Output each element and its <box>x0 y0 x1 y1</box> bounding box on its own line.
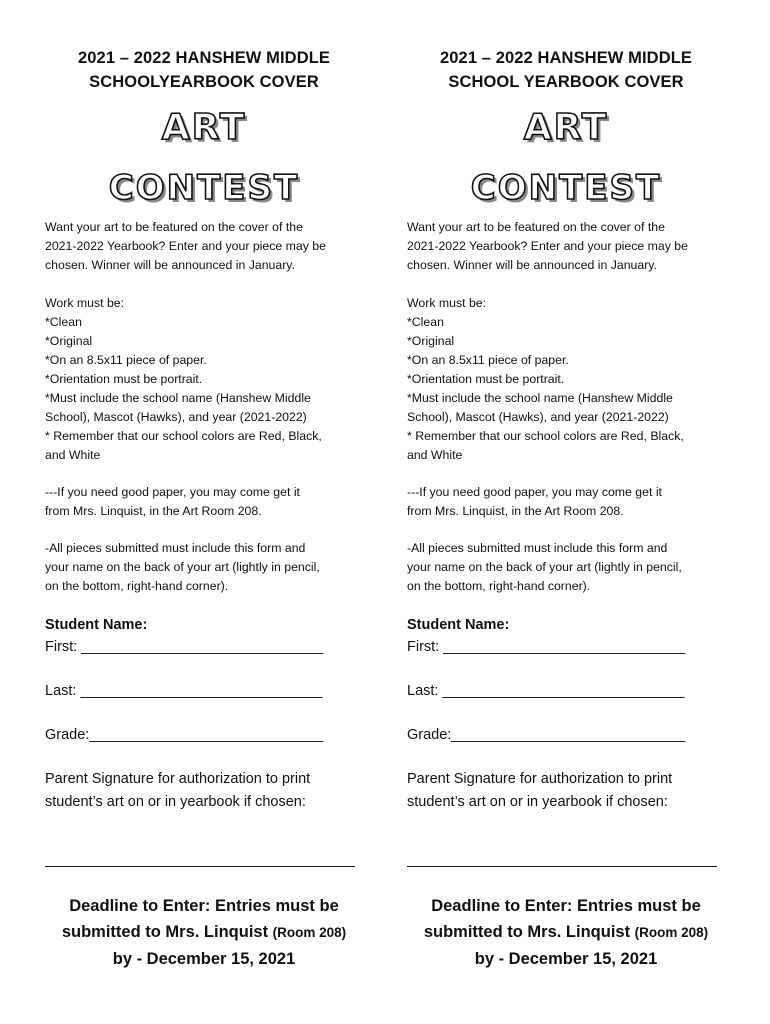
first-name-field[interactable]: First: ______________________________ <box>45 639 324 655</box>
signature-line[interactable] <box>407 854 717 867</box>
first-name-field[interactable]: First: ______________________________ <box>407 639 686 655</box>
deadline-notice <box>45 893 363 972</box>
requirements-list: Work must be: *Clean *Original *On an 8.5x11 piece of paper. *Orientation must be portrait. *Must include the school name (Hanshew Middle School), Mascot (Hawks), and year (2021-2022) * Remember that our school colors are Red, Black, and White <box>407 296 684 462</box>
contest-title: CONTEST <box>108 168 300 208</box>
grade-field[interactable]: Grade:_____________________________ <box>407 727 686 743</box>
deadline-line-3: by - December 15, 2021 <box>474 950 658 968</box>
room-number: (Room 208) <box>272 925 347 940</box>
flyer-heading: 2021 – 2022 HANSHEW MIDDLE SCHOOLYEARBOOK COVER <box>77 49 331 91</box>
intro-text: Want your art to be featured on the cover of the 2021-2022 Yearbook? Enter and your piece may be chosen. Winner will be announced in January. <box>45 220 326 272</box>
flyer-heading: 2021 – 2022 HANSHEW MIDDLE SCHOOL YEARBOOK COVER <box>439 49 693 91</box>
submission-note: -All pieces submitted must include this form and your name on the back of your art (lightly in pencil, on the bottom, right-hand corner). <box>45 541 320 593</box>
signature-label: Parent Signature for authorization to print student’s art on or in yearbook if chosen: <box>45 771 311 810</box>
student-name-label: Student Name: <box>45 617 148 633</box>
signature-line[interactable] <box>45 854 355 867</box>
deadline-line-1: Deadline to Enter: Entries must be <box>431 897 701 915</box>
student-name-label: Student Name: <box>407 617 510 633</box>
art-title: ART <box>523 107 609 148</box>
deadline-line-2 <box>407 919 725 946</box>
paper-note: ---If you need good paper, you may come get it from Mrs. Linquist, in the Art Room 208. <box>45 485 300 518</box>
last-name-field[interactable]: Last: ______________________________ <box>407 683 685 699</box>
room-number: (Room 208) <box>634 925 709 940</box>
deadline-line-3: by - December 15, 2021 <box>112 950 296 968</box>
submission-note: -All pieces submitted must include this form and your name on the back of your art (lightly in pencil, on the bottom, right-hand corner). <box>407 541 682 593</box>
deadline-line-1: Deadline to Enter: Entries must be <box>69 897 339 915</box>
signature-label: Parent Signature for authorization to print student’s art on or in yearbook if chosen: <box>407 771 673 810</box>
requirements-list: Work must be: *Clean *Original *On an 8.5x11 piece of paper. *Orientation must be portrait. *Must include the school name (Hanshew Middle School), Mascot (Hawks), and year (2021-2022) * Remember that our school colors are Red, Black, and White <box>45 296 322 462</box>
deadline-line-2-main: submitted to Mrs. Linquist <box>423 923 635 941</box>
deadline-notice <box>407 893 725 972</box>
intro-text: Want your art to be featured on the cover of the 2021-2022 Yearbook? Enter and your piece may be chosen. Winner will be announced in January. <box>407 220 688 272</box>
deadline-line-2 <box>45 919 363 946</box>
flyer-left <box>45 46 363 972</box>
flyer-right <box>407 46 725 972</box>
contest-title: CONTEST <box>470 168 662 208</box>
grade-field[interactable]: Grade:_____________________________ <box>45 727 324 743</box>
last-name-field[interactable]: Last: ______________________________ <box>45 683 323 699</box>
paper-note: ---If you need good paper, you may come get it from Mrs. Linquist, in the Art Room 208. <box>407 485 662 518</box>
art-title: ART <box>161 107 247 148</box>
deadline-line-2-main: submitted to Mrs. Linquist <box>61 923 273 941</box>
